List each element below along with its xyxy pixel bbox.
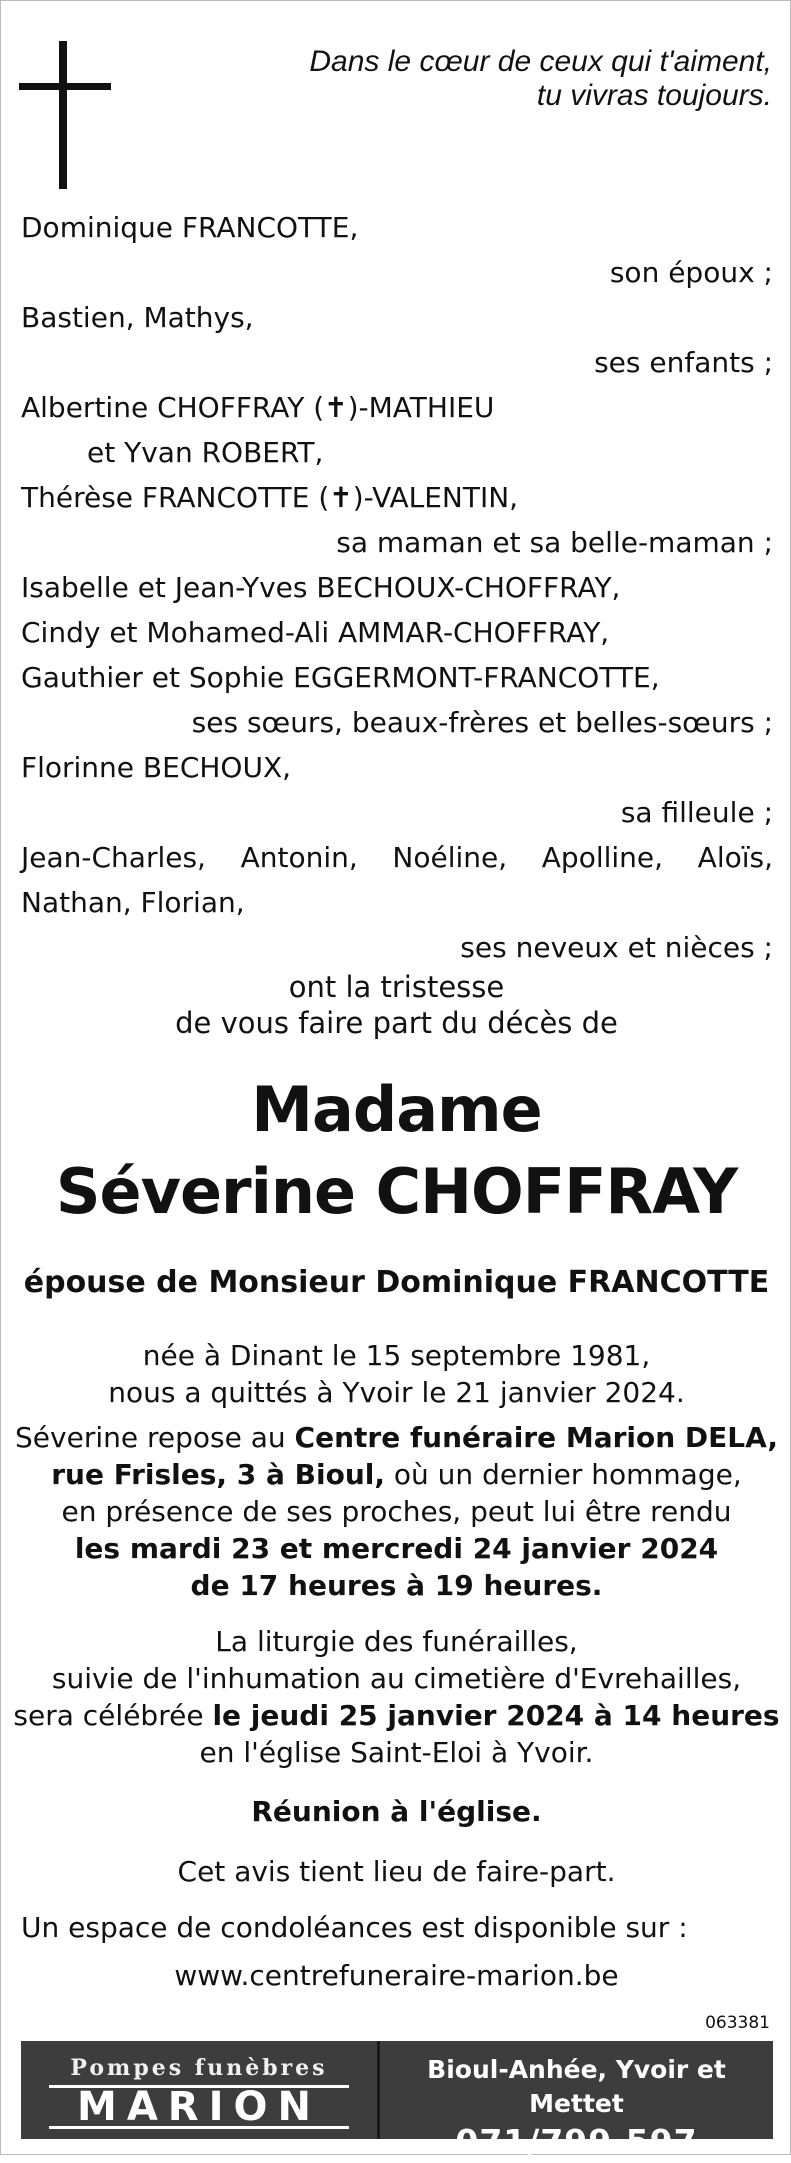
family-line: Thérèse FRANCOTTE (✝)-VALENTIN,	[21, 481, 519, 514]
spouse-line: épouse de Monsieur Dominique FRANCOTTE	[23, 1265, 770, 1300]
intro-line-2: de vous faire part du décès de	[175, 1006, 618, 1040]
visitation-info	[1, 1419, 791, 1604]
website-link[interactable]: www.centrefuneraire-marion.be	[174, 1959, 619, 1992]
announcement-intro	[1, 969, 791, 1041]
locations: Bioul-Anhée, Yvoir et Mettet	[427, 2055, 726, 2118]
family-line: ses enfants ;	[594, 346, 773, 379]
deceased-name	[1, 1069, 791, 1233]
visitation-line-2: rue Frisles, 3 à Bioul, où un dernier hommage,	[51, 1458, 742, 1491]
reference-number: 063381	[705, 2013, 770, 2033]
deceased-title: Madame	[251, 1073, 542, 1146]
logo-wordmark: MARION	[49, 2085, 349, 2129]
logo-subtitle: Pompes funèbres	[70, 2055, 328, 2081]
family-line: Nathan, Florian,	[21, 886, 245, 919]
deceased-fullname: Séverine CHOFFRAY	[55, 1155, 738, 1228]
birth-death-info	[1, 1337, 791, 1411]
family-line: ses neveux et nièces ;	[460, 931, 773, 964]
funeral-line-4: en l'église Saint-Eloi à Yvoir.	[199, 1736, 594, 1769]
visitation-line-1: Séverine repose au Centre funéraire Marion DELA,	[15, 1421, 778, 1454]
funeral-line-3: sera célébrée le jeudi 25 janvier 2024 à 14 heures	[13, 1699, 780, 1732]
funeral-line-2: suivie de l'inhumation au cimetière d'Evrehailles,	[51, 1662, 742, 1695]
funeral-info	[1, 1623, 791, 1771]
family-line: ses sœurs, beaux-frères et belles-sœurs ;	[191, 706, 773, 739]
family-line: Dominique FRANCOTTE,	[21, 211, 359, 244]
family-line: Isabelle et Jean-Yves BECHOUX-CHOFFRAY,	[21, 571, 621, 604]
visitation-line-3: en présence de ses proches, peut lui être rendu	[61, 1495, 732, 1528]
family-line: son époux ;	[609, 256, 773, 289]
intro-line-1: ont la tristesse	[288, 970, 505, 1004]
epigraph-line-2: tu vivras toujours.	[536, 79, 772, 112]
family-line: sa maman et sa belle-maman ;	[336, 526, 773, 559]
marion-logo	[21, 2041, 380, 2139]
family-line: sa filleule ;	[620, 796, 773, 829]
funeral-line-1: La liturgie des funérailles,	[215, 1625, 578, 1658]
reunion-note: Réunion à l'église.	[251, 1795, 542, 1828]
family-list	[21, 205, 773, 970]
funeral-home-banner	[21, 2041, 773, 2161]
family-line: Gauthier et Sophie EGGERMONT-FRANCOTTE,	[21, 661, 660, 694]
family-line: Bastien, Mathys,	[21, 301, 254, 334]
phone-number[interactable]: 071/799.597	[455, 2122, 698, 2161]
condolences-line: Un espace de condoléances est disponible sur :	[21, 1911, 688, 1944]
visitation-hours: de 17 heures à 19 heures.	[190, 1569, 603, 1602]
death-line: nous a quittés à Yvoir le 21 janvier 2024.	[108, 1376, 685, 1409]
birth-line: née à Dinant le 15 septembre 1981,	[142, 1339, 651, 1372]
epigraph	[212, 45, 772, 113]
family-line: Florinne BECHOUX,	[21, 751, 292, 784]
family-line: Jean-Charles, Antonin, Noéline, Apolline, Aloïs,	[21, 841, 773, 874]
family-line: Cindy et Mohamed-Ali AMMAR-CHOFFRAY,	[21, 616, 610, 649]
family-line: et Yvan ROBERT,	[87, 436, 324, 469]
notice-line: Cet avis tient lieu de faire-part.	[177, 1855, 616, 1888]
family-line: Albertine CHOFFRAY (✝)-MATHIEU	[21, 391, 495, 424]
contact-info	[380, 2041, 773, 2161]
visitation-dates: les mardi 23 et mercredi 24 janvier 2024	[74, 1532, 719, 1565]
epigraph-line-1: Dans le cœur de ceux qui t'aiment,	[309, 45, 772, 78]
cross-icon	[19, 41, 111, 189]
